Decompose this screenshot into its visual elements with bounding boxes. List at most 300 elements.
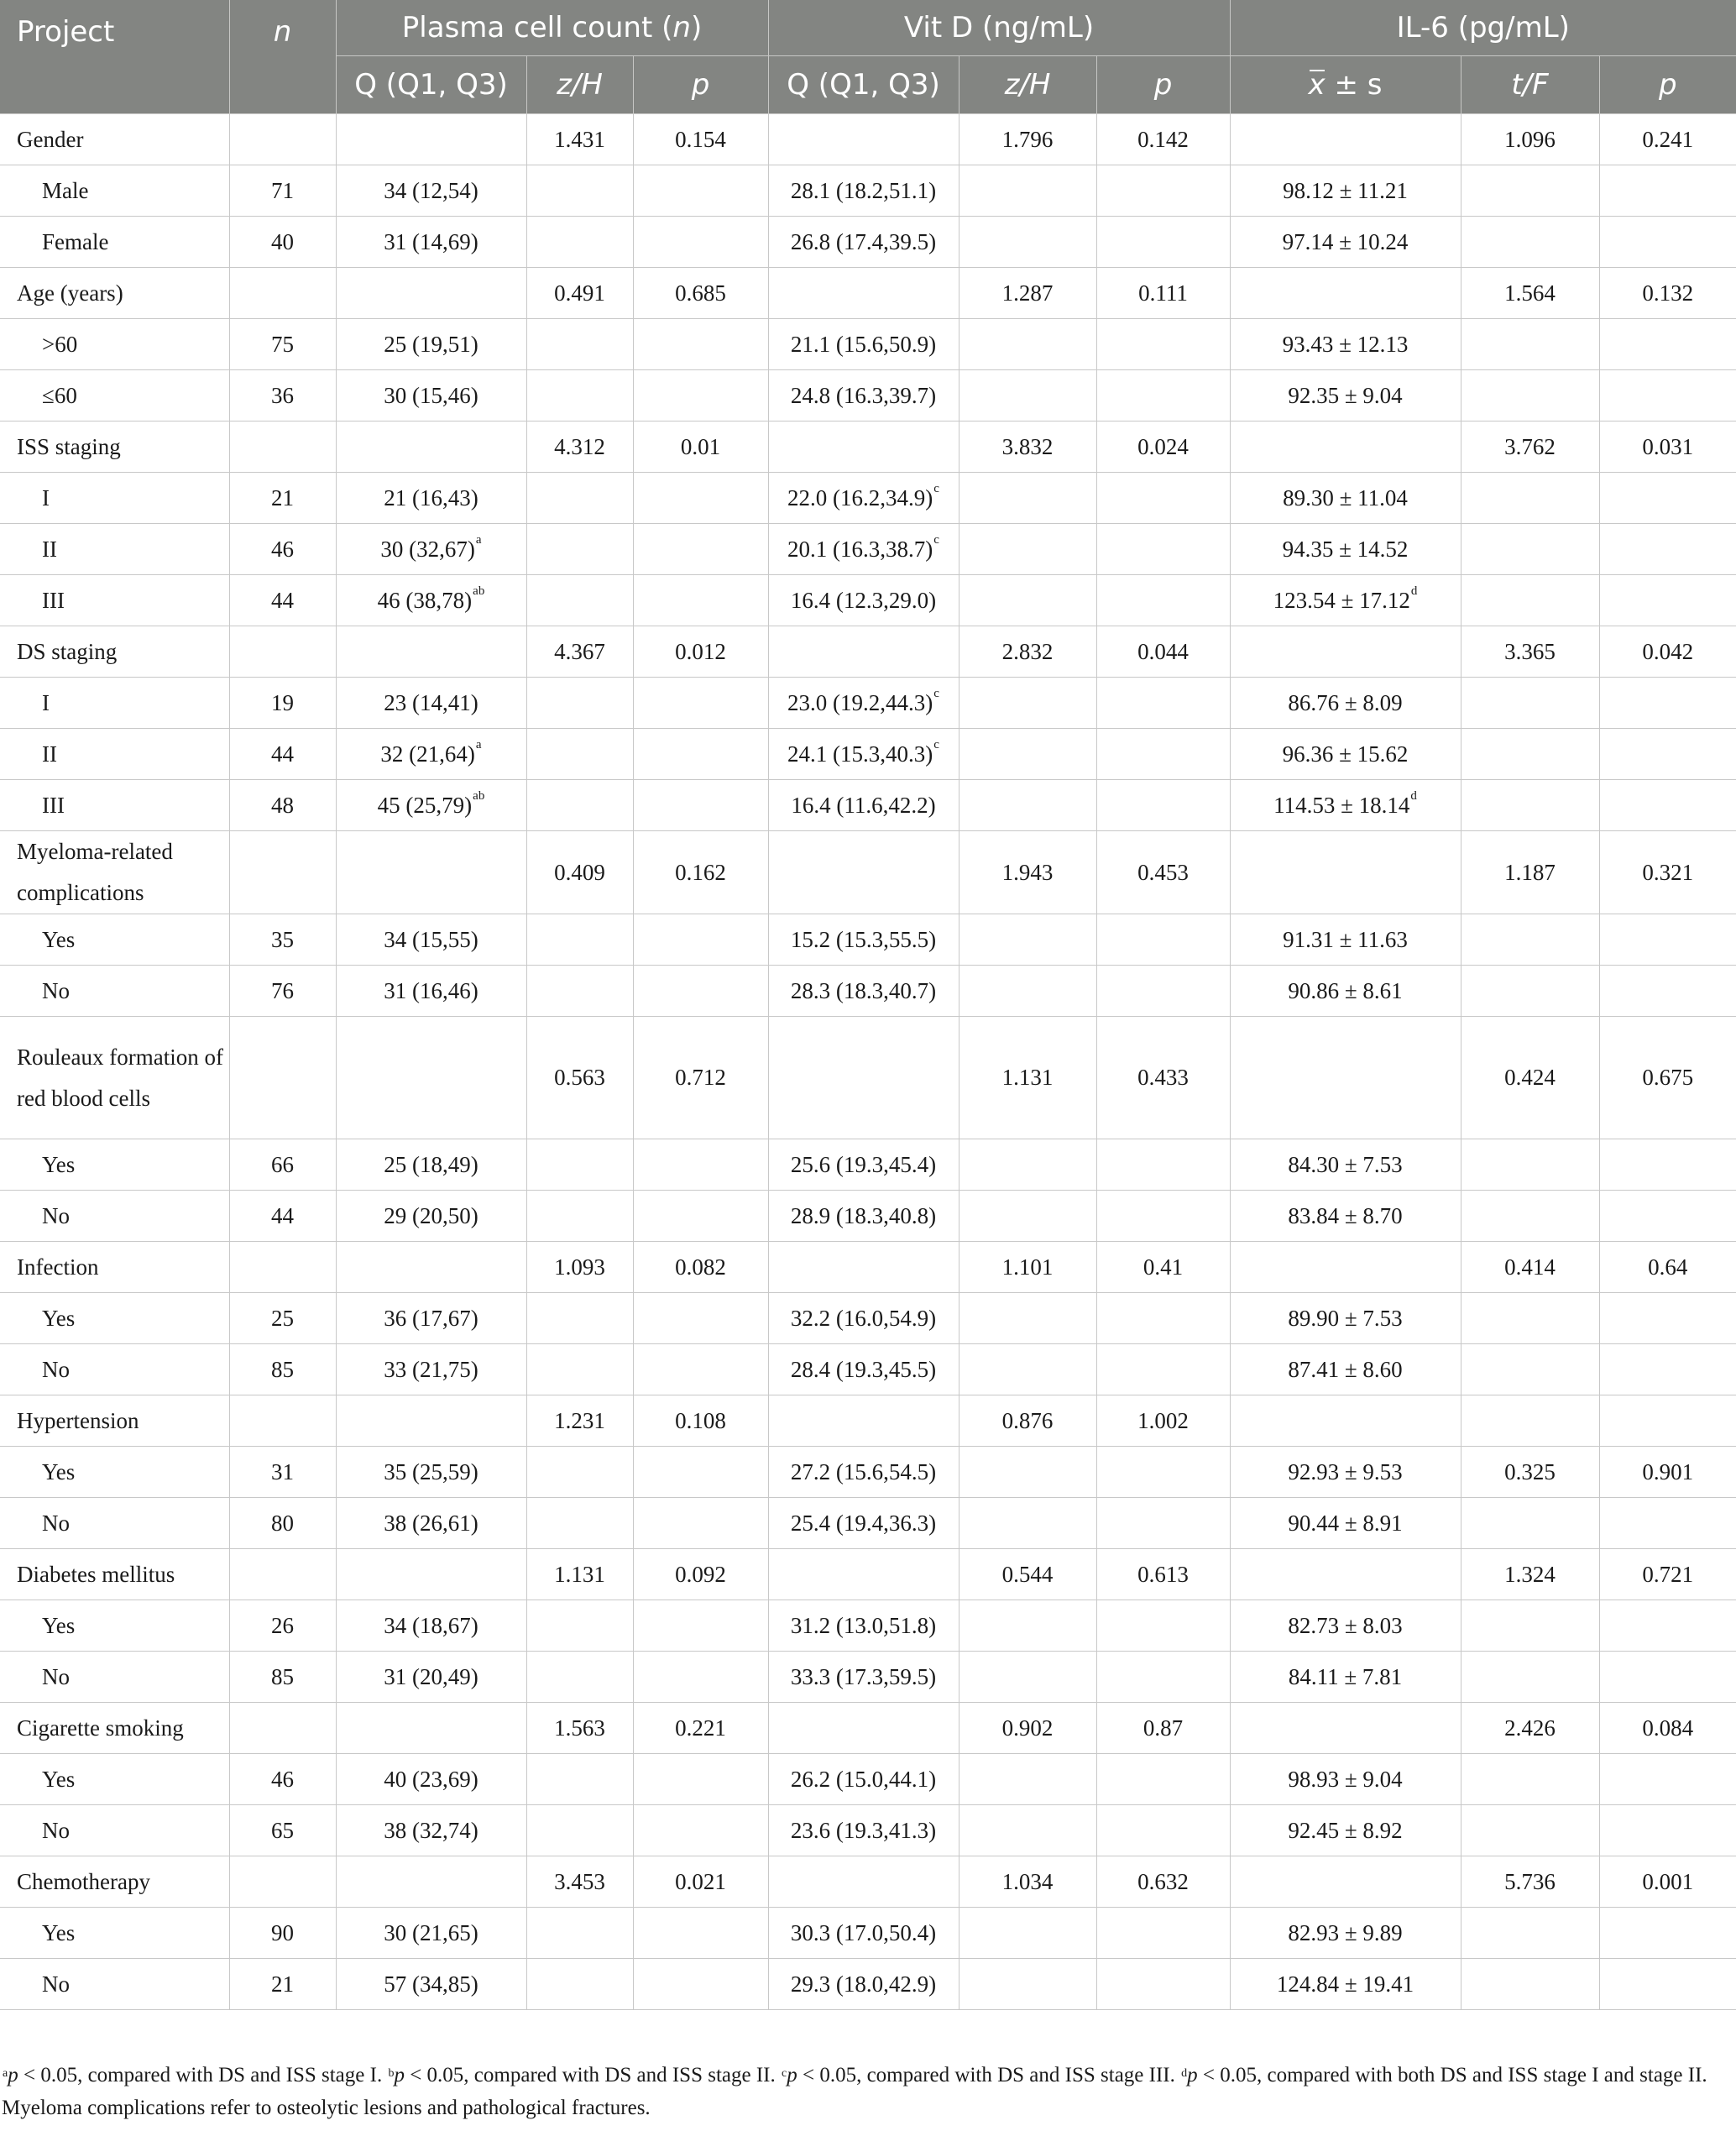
cell-il6-tf <box>1461 966 1599 1017</box>
cell-il6-p <box>1599 217 1736 268</box>
cell-il6-mean-sd: 114.53 ± 18.14$^d$ <box>1230 780 1461 831</box>
cell-il6-mean-sd: 90.86 ± 8.61 <box>1230 966 1461 1017</box>
significance-mark: ab <box>473 584 485 598</box>
cell-il6-p <box>1599 165 1736 217</box>
cell-vitd-zh <box>959 1498 1096 1549</box>
cell-plasma-zh <box>526 1754 633 1805</box>
cell-plasma-q: 29 (20,50) <box>336 1191 526 1242</box>
header-plasma-cell-count: Plasma cell count (n) <box>336 0 768 56</box>
cell-il6-mean-sd: 123.54 ± 17.12$^d$ <box>1230 575 1461 626</box>
cell-vitd-p: 1.002 <box>1096 1395 1230 1447</box>
cell-vitd-q <box>768 114 959 165</box>
significance-mark: d <box>1410 788 1417 803</box>
cell-vitd-q <box>768 626 959 678</box>
cell-plasma-q <box>336 831 526 914</box>
cell-il6-mean-sd <box>1230 1549 1461 1600</box>
cell-plasma-zh <box>526 217 633 268</box>
cell-vitd-p <box>1096 914 1230 966</box>
cell-n: 44 <box>229 575 336 626</box>
cell-plasma-q: 35 (25,59) <box>336 1447 526 1498</box>
cell-plasma-p: 0.01 <box>633 421 768 473</box>
cell-project: Chemotherapy <box>0 1856 229 1908</box>
header-il6-tf: t/F <box>1461 56 1599 114</box>
cell-il6-mean-sd: 98.12 ± 11.21 <box>1230 165 1461 217</box>
cell-il6-p <box>1599 524 1736 575</box>
cell-plasma-q: 34 (12,54) <box>336 165 526 217</box>
cell-vitd-zh: 1.943 <box>959 831 1096 914</box>
cell-il6-mean-sd <box>1230 421 1461 473</box>
cell-il6-tf <box>1461 217 1599 268</box>
cell-plasma-q: 34 (15,55) <box>336 914 526 966</box>
table-row-subgroup <box>0 966 1736 1017</box>
table-row-subgroup <box>0 1652 1736 1703</box>
cell-vitd-p <box>1096 575 1230 626</box>
table-row-subgroup <box>0 1293 1736 1344</box>
cell-il6-mean-sd <box>1230 1017 1461 1139</box>
cell-plasma-zh <box>526 678 633 729</box>
cell-plasma-zh: 3.453 <box>526 1856 633 1908</box>
cell-project: No <box>0 1191 229 1242</box>
cell-plasma-q: 30 (15,46) <box>336 370 526 421</box>
cell-vitd-q <box>768 1703 959 1754</box>
cell-vitd-p <box>1096 729 1230 780</box>
cell-plasma-p <box>633 1652 768 1703</box>
cell-plasma-q <box>336 1395 526 1447</box>
table-row-group <box>0 1549 1736 1600</box>
cell-vitd-q: 15.2 (15.3,55.5) <box>768 914 959 966</box>
cell-plasma-p <box>633 1805 768 1856</box>
table-row-subgroup <box>0 1447 1736 1498</box>
cell-vitd-zh <box>959 1908 1096 1959</box>
cell-plasma-q: 30 (21,65) <box>336 1908 526 1959</box>
cell-vitd-q: 29.3 (18.0,42.9) <box>768 1959 959 2010</box>
cell-vitd-p: 0.433 <box>1096 1017 1230 1139</box>
cell-n: 66 <box>229 1139 336 1191</box>
cell-vitd-p <box>1096 370 1230 421</box>
cell-vitd-p: 0.632 <box>1096 1856 1230 1908</box>
cell-vitd-q <box>768 1017 959 1139</box>
cell-il6-p: 0.241 <box>1599 114 1736 165</box>
cell-plasma-q: 25 (18,49) <box>336 1139 526 1191</box>
cell-n: 26 <box>229 1600 336 1652</box>
cell-n: 48 <box>229 780 336 831</box>
cell-il6-mean-sd <box>1230 1242 1461 1293</box>
cell-n: 25 <box>229 1293 336 1344</box>
cell-il6-p <box>1599 914 1736 966</box>
cell-plasma-p: 0.108 <box>633 1395 768 1447</box>
cell-plasma-zh <box>526 1293 633 1344</box>
cell-vitd-q: 25.4 (19.4,36.3) <box>768 1498 959 1549</box>
cell-il6-mean-sd: 82.93 ± 9.89 <box>1230 1908 1461 1959</box>
cell-il6-tf: 1.564 <box>1461 268 1599 319</box>
table-row-subgroup <box>0 165 1736 217</box>
cell-plasma-q <box>336 114 526 165</box>
significance-mark: c <box>933 481 939 495</box>
cell-n: 46 <box>229 1754 336 1805</box>
cell-il6-p <box>1599 370 1736 421</box>
cell-project: No <box>0 966 229 1017</box>
cell-plasma-q: 31 (14,69) <box>336 217 526 268</box>
header-n: n <box>229 0 336 114</box>
cell-n <box>229 1395 336 1447</box>
cell-vitd-p: 0.453 <box>1096 831 1230 914</box>
cell-il6-mean-sd: 92.93 ± 9.53 <box>1230 1447 1461 1498</box>
cell-plasma-zh: 1.563 <box>526 1703 633 1754</box>
cell-vitd-q <box>768 421 959 473</box>
header-plasma-q: Q (Q1, Q3) <box>336 56 526 114</box>
cell-project: No <box>0 1959 229 2010</box>
cell-il6-p <box>1599 1652 1736 1703</box>
cell-plasma-p <box>633 1600 768 1652</box>
cell-vitd-p <box>1096 1600 1230 1652</box>
table-footnote: $^a$p < 0.05, compared with DS and ISS stage I. $^b$p < 0.05, compared with DS and ISS stage II. $^c$p < 0.05, compared with DS and ISS stage III. $^d$p < 0.05, compared with both DS and ISS stage I and stage II. Myeloma complications refer to osteolytic lesions and pathological fractures. <box>2 2064 1707 2119</box>
cell-plasma-p <box>633 524 768 575</box>
cell-il6-tf <box>1461 1395 1599 1447</box>
cell-vitd-p <box>1096 524 1230 575</box>
table-row-group <box>0 1017 1736 1139</box>
cell-vitd-zh <box>959 1447 1096 1498</box>
cell-project: I <box>0 678 229 729</box>
cell-project: No <box>0 1498 229 1549</box>
cell-il6-mean-sd: 96.36 ± 15.62 <box>1230 729 1461 780</box>
cell-vitd-q: 26.8 (17.4,39.5) <box>768 217 959 268</box>
cell-plasma-q <box>336 1856 526 1908</box>
cell-vitd-p <box>1096 1908 1230 1959</box>
cell-il6-tf <box>1461 1139 1599 1191</box>
cell-il6-p <box>1599 966 1736 1017</box>
table-row-subgroup <box>0 678 1736 729</box>
cell-plasma-q: 30 $(32,67)^a$ <box>336 524 526 575</box>
table-row-group <box>0 1242 1736 1293</box>
cell-il6-tf <box>1461 1805 1599 1856</box>
cell-vitd-q: 28.1 (18.2,51.1) <box>768 165 959 217</box>
cell-vitd-q: 23.6 (19.3,41.3) <box>768 1805 959 1856</box>
cell-plasma-q: 25 (19,51) <box>336 319 526 370</box>
cell-il6-tf <box>1461 165 1599 217</box>
cell-il6-tf: 3.762 <box>1461 421 1599 473</box>
cell-n: 85 <box>229 1344 336 1395</box>
cell-il6-p: 0.721 <box>1599 1549 1736 1600</box>
cell-il6-tf <box>1461 1344 1599 1395</box>
cell-il6-tf <box>1461 1191 1599 1242</box>
cell-vitd-q: 28.4 (19.3,45.5) <box>768 1344 959 1395</box>
cell-plasma-p <box>633 217 768 268</box>
cell-vitd-zh <box>959 1293 1096 1344</box>
cell-il6-p <box>1599 1754 1736 1805</box>
cell-il6-tf <box>1461 319 1599 370</box>
table-header <box>0 0 1736 114</box>
cell-plasma-zh: 0.491 <box>526 268 633 319</box>
cell-n: 40 <box>229 217 336 268</box>
cell-plasma-p: 0.712 <box>633 1017 768 1139</box>
table-body <box>0 114 1736 2010</box>
cell-n <box>229 1856 336 1908</box>
cell-vitd-q <box>768 268 959 319</box>
cell-vitd-q: 28.3 (18.3,40.7) <box>768 966 959 1017</box>
cell-il6-mean-sd <box>1230 1856 1461 1908</box>
cell-il6-p <box>1599 1395 1736 1447</box>
cell-plasma-zh <box>526 1344 633 1395</box>
cell-il6-mean-sd: 94.35 ± 14.52 <box>1230 524 1461 575</box>
header-vitd-p: p <box>1096 56 1230 114</box>
header-project: Project <box>0 0 229 114</box>
cell-vitd-zh <box>959 1805 1096 1856</box>
cell-plasma-q <box>336 626 526 678</box>
cell-vitd-p <box>1096 780 1230 831</box>
cell-il6-p <box>1599 1600 1736 1652</box>
cell-plasma-p <box>633 1344 768 1395</box>
cell-vitd-zh: 0.544 <box>959 1549 1096 1600</box>
cell-il6-p <box>1599 729 1736 780</box>
cell-plasma-q: 38 (32,74) <box>336 1805 526 1856</box>
cell-vitd-p <box>1096 966 1230 1017</box>
cell-vitd-zh: 1.101 <box>959 1242 1096 1293</box>
table-row-subgroup <box>0 1805 1736 1856</box>
cell-vitd-q: 21.1 (15.6,50.9) <box>768 319 959 370</box>
header-il6-p: p <box>1599 56 1736 114</box>
table-row-subgroup <box>0 1191 1736 1242</box>
header-il6: IL-6 (pg/mL) <box>1230 0 1736 56</box>
cell-plasma-zh: 0.409 <box>526 831 633 914</box>
cell-project: DS staging <box>0 626 229 678</box>
cell-il6-p: 0.042 <box>1599 626 1736 678</box>
cell-plasma-q: 33 (21,75) <box>336 1344 526 1395</box>
cell-il6-mean-sd <box>1230 114 1461 165</box>
cell-il6-tf <box>1461 729 1599 780</box>
cell-project: Yes <box>0 1447 229 1498</box>
cell-n: 44 <box>229 729 336 780</box>
cell-vitd-p <box>1096 1754 1230 1805</box>
cell-plasma-p: 0.154 <box>633 114 768 165</box>
cell-plasma-zh: 1.131 <box>526 1549 633 1600</box>
cell-vitd-zh: 1.287 <box>959 268 1096 319</box>
cell-il6-p <box>1599 678 1736 729</box>
table-row-group <box>0 1395 1736 1447</box>
table-row-subgroup <box>0 914 1736 966</box>
cell-project: No <box>0 1344 229 1395</box>
cell-plasma-p <box>633 780 768 831</box>
cell-project: Age (years) <box>0 268 229 319</box>
cell-vitd-q <box>768 1856 959 1908</box>
table-row-subgroup <box>0 1344 1736 1395</box>
cell-plasma-q: 21 (16,43) <box>336 473 526 524</box>
cell-plasma-zh <box>526 729 633 780</box>
cell-il6-p <box>1599 1959 1736 2010</box>
table-row-subgroup <box>0 780 1736 831</box>
cell-vitd-p <box>1096 1447 1230 1498</box>
cell-il6-p <box>1599 575 1736 626</box>
significance-mark: c <box>933 737 939 751</box>
cell-il6-mean-sd <box>1230 831 1461 914</box>
cell-plasma-p <box>633 165 768 217</box>
cell-il6-mean-sd <box>1230 268 1461 319</box>
cell-n <box>229 626 336 678</box>
cell-il6-p <box>1599 1344 1736 1395</box>
cell-il6-p <box>1599 1498 1736 1549</box>
cell-plasma-q <box>336 1242 526 1293</box>
cell-plasma-zh: 4.312 <box>526 421 633 473</box>
cell-il6-p <box>1599 1805 1736 1856</box>
cell-plasma-p: 0.082 <box>633 1242 768 1293</box>
cell-il6-mean-sd: 92.35 ± 9.04 <box>1230 370 1461 421</box>
header-plasma-zh: z/H <box>526 56 633 114</box>
cell-il6-p: 0.675 <box>1599 1017 1736 1139</box>
cell-vitd-p: 0.142 <box>1096 114 1230 165</box>
cell-vitd-p <box>1096 1959 1230 2010</box>
cell-vitd-p <box>1096 1139 1230 1191</box>
cell-plasma-p: 0.162 <box>633 831 768 914</box>
cell-vitd-q: 33.3 (17.3,59.5) <box>768 1652 959 1703</box>
cell-project: No <box>0 1652 229 1703</box>
cell-vitd-p: 0.024 <box>1096 421 1230 473</box>
table-row-group <box>0 626 1736 678</box>
cell-project: Yes <box>0 914 229 966</box>
cell-plasma-zh <box>526 473 633 524</box>
cell-vitd-p <box>1096 217 1230 268</box>
cell-il6-tf <box>1461 524 1599 575</box>
cell-n: 21 <box>229 1959 336 2010</box>
cell-project: >60 <box>0 319 229 370</box>
cell-il6-p: 0.001 <box>1599 1856 1736 1908</box>
cell-vitd-zh <box>959 729 1096 780</box>
cell-plasma-p <box>633 914 768 966</box>
table-row-subgroup <box>0 1754 1736 1805</box>
cell-plasma-q <box>336 1703 526 1754</box>
cell-il6-tf <box>1461 1959 1599 2010</box>
table-row-group <box>0 831 1736 914</box>
cell-vitd-p: 0.613 <box>1096 1549 1230 1600</box>
table-row-subgroup <box>0 729 1736 780</box>
cell-vitd-zh: 0.876 <box>959 1395 1096 1447</box>
cell-il6-mean-sd <box>1230 1395 1461 1447</box>
header-vit-d: Vit D (ng/mL) <box>768 0 1230 56</box>
cell-il6-p: 0.64 <box>1599 1242 1736 1293</box>
cell-plasma-q: 38 (26,61) <box>336 1498 526 1549</box>
table-row-subgroup <box>0 575 1736 626</box>
table-row-group <box>0 268 1736 319</box>
table-row-subgroup <box>0 1959 1736 2010</box>
significance-mark: c <box>933 686 939 700</box>
cell-project: No <box>0 1805 229 1856</box>
cell-plasma-q <box>336 421 526 473</box>
cell-il6-mean-sd: 90.44 ± 8.91 <box>1230 1498 1461 1549</box>
cell-project: Gender <box>0 114 229 165</box>
cell-il6-tf <box>1461 1498 1599 1549</box>
cell-plasma-p <box>633 319 768 370</box>
cell-project: Rouleaux formation of red blood cells <box>0 1017 229 1139</box>
cell-il6-mean-sd: 83.84 ± 8.70 <box>1230 1191 1461 1242</box>
cell-n: 85 <box>229 1652 336 1703</box>
cell-vitd-zh <box>959 370 1096 421</box>
cell-plasma-p <box>633 370 768 421</box>
cell-il6-p <box>1599 1139 1736 1191</box>
cell-project: Cigarette smoking <box>0 1703 229 1754</box>
cell-plasma-q: 32 $(21,64)^a$ <box>336 729 526 780</box>
cell-il6-mean-sd: 124.84 ± 19.41 <box>1230 1959 1461 2010</box>
cell-vitd-zh: 1.131 <box>959 1017 1096 1139</box>
cell-il6-tf <box>1461 370 1599 421</box>
cell-il6-tf: 1.324 <box>1461 1549 1599 1600</box>
cell-project: II <box>0 524 229 575</box>
cell-il6-tf <box>1461 1908 1599 1959</box>
cell-plasma-q: 46 $(38,78)^{ab}$ <box>336 575 526 626</box>
cell-vitd-zh <box>959 1600 1096 1652</box>
cell-plasma-q <box>336 1549 526 1600</box>
cell-plasma-zh <box>526 1908 633 1959</box>
cell-vitd-q <box>768 1242 959 1293</box>
cell-vitd-q: 16.4 (12.3,29.0) <box>768 575 959 626</box>
cell-plasma-zh: 1.093 <box>526 1242 633 1293</box>
cell-vitd-q: 22.0 $(16.2,34.9)^c$ <box>768 473 959 524</box>
cell-plasma-zh <box>526 1447 633 1498</box>
cell-il6-tf <box>1461 1652 1599 1703</box>
cell-vitd-zh <box>959 914 1096 966</box>
cell-project: Yes <box>0 1908 229 1959</box>
cell-plasma-p <box>633 1754 768 1805</box>
cell-il6-tf <box>1461 1600 1599 1652</box>
table-row-subgroup <box>0 524 1736 575</box>
cell-n <box>229 1242 336 1293</box>
cell-plasma-p <box>633 1959 768 2010</box>
cell-n: 19 <box>229 678 336 729</box>
cell-il6-p <box>1599 1191 1736 1242</box>
cell-plasma-p <box>633 729 768 780</box>
cell-plasma-zh <box>526 524 633 575</box>
header-il6-mean-sd: x ± s <box>1230 56 1461 114</box>
table-row-group <box>0 1856 1736 1908</box>
cell-plasma-q: 40 (23,69) <box>336 1754 526 1805</box>
cell-plasma-q: 31 (20,49) <box>336 1652 526 1703</box>
cell-vitd-zh: 3.832 <box>959 421 1096 473</box>
cell-il6-tf: 0.414 <box>1461 1242 1599 1293</box>
cell-plasma-p: 0.685 <box>633 268 768 319</box>
cell-vitd-q <box>768 831 959 914</box>
cell-il6-tf <box>1461 575 1599 626</box>
cell-plasma-p: 0.092 <box>633 1549 768 1600</box>
cell-vitd-zh <box>959 1191 1096 1242</box>
cell-project: ≤60 <box>0 370 229 421</box>
cell-plasma-zh <box>526 966 633 1017</box>
cell-il6-p: 0.084 <box>1599 1703 1736 1754</box>
cell-il6-tf: 5.736 <box>1461 1856 1599 1908</box>
cell-vitd-zh <box>959 1959 1096 2010</box>
cell-n: 80 <box>229 1498 336 1549</box>
cell-il6-mean-sd: 91.31 ± 11.63 <box>1230 914 1461 966</box>
cell-plasma-zh: 1.231 <box>526 1395 633 1447</box>
cell-plasma-q: 57 (34,85) <box>336 1959 526 2010</box>
cell-il6-mean-sd: 84.11 ± 7.81 <box>1230 1652 1461 1703</box>
table-row-group <box>0 114 1736 165</box>
cell-vitd-zh <box>959 575 1096 626</box>
cell-il6-mean-sd: 82.73 ± 8.03 <box>1230 1600 1461 1652</box>
cell-n: 36 <box>229 370 336 421</box>
cell-project: Infection <box>0 1242 229 1293</box>
significance-mark: c <box>933 532 939 547</box>
cell-plasma-p <box>633 1498 768 1549</box>
cell-plasma-q <box>336 1017 526 1139</box>
cell-n: 35 <box>229 914 336 966</box>
cell-vitd-q: 30.3 (17.0,50.4) <box>768 1908 959 1959</box>
cell-project: Yes <box>0 1293 229 1344</box>
cell-il6-tf: 0.424 <box>1461 1017 1599 1139</box>
cell-il6-p <box>1599 1293 1736 1344</box>
cell-il6-tf <box>1461 678 1599 729</box>
cell-plasma-p <box>633 966 768 1017</box>
cell-il6-tf <box>1461 914 1599 966</box>
cell-vitd-zh <box>959 524 1096 575</box>
table-row-subgroup <box>0 1908 1736 1959</box>
cell-vitd-zh <box>959 678 1096 729</box>
